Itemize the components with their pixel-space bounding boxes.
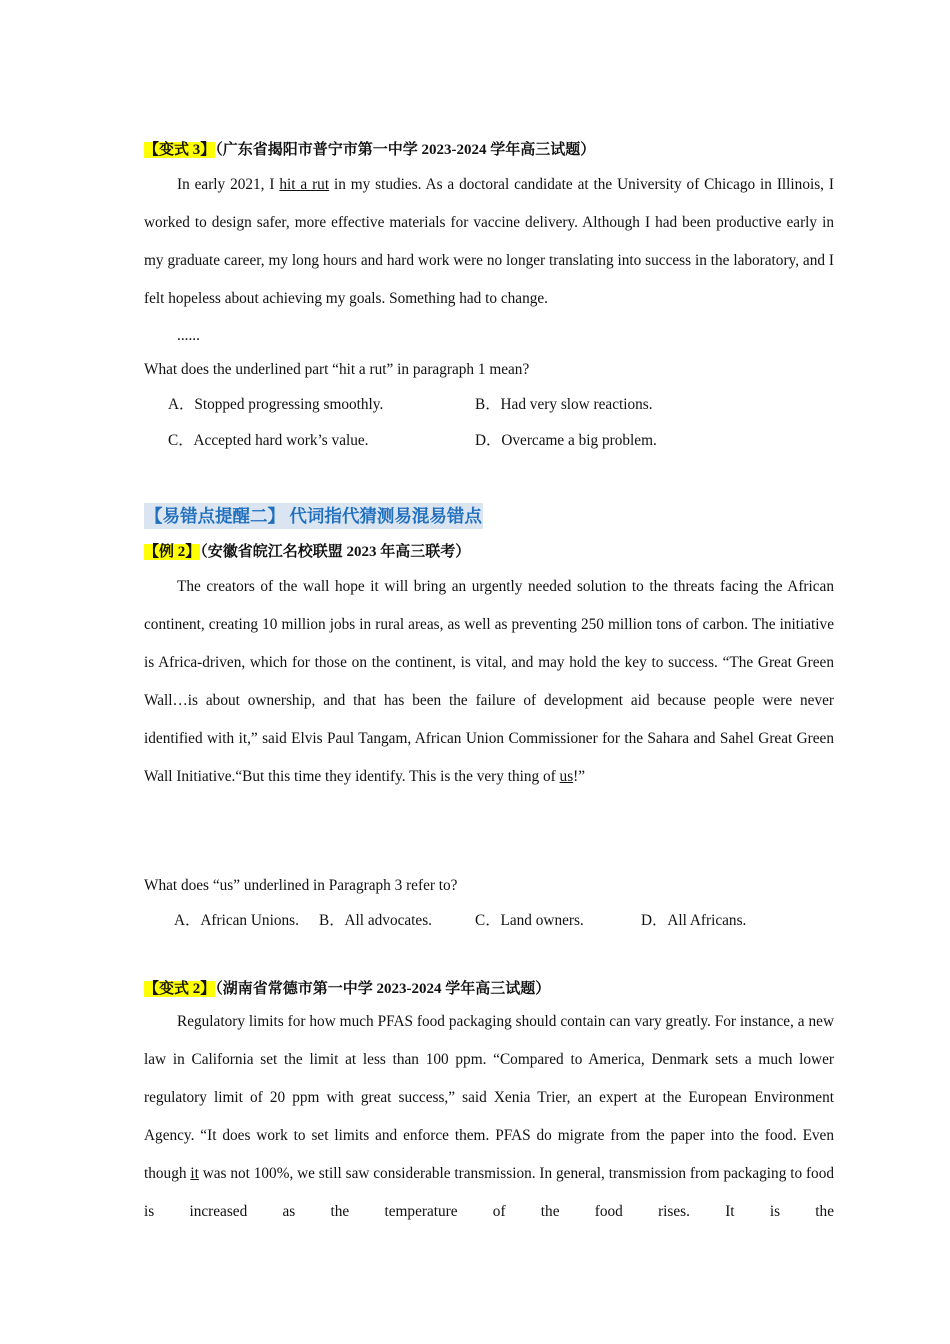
variant3-question: What does the underlined part “hit a rut” in paragraph 1 mean? — [144, 361, 530, 378]
variant3-ellipsis: ...... — [177, 327, 200, 344]
variant2-passage-post: was not 100%, we still saw considerable transmission. In general, transmission from packaging to food is increased as the temperature of the food rises. It is the — [144, 1165, 834, 1220]
variant3-passage-post: in my studies. As a doctoral candidate at the University of Chicago in Illinois, I worked to design safer, more effective materials for vaccine delivery. Although I had been productive early in my graduate career, my long hours and hard work were no longer translating into success in the laboratory, and I felt hopeless about achieving my goals. Something had to change. — [144, 176, 834, 307]
example2-passage-post: !” — [573, 768, 586, 785]
example2-underlined-word: us — [559, 768, 574, 785]
variant3-passage-pre: In early 2021, I — [177, 176, 280, 193]
variant3-option-b: B．Had very slow reactions. — [475, 396, 653, 413]
variant2-tag: 【变式 2】 — [144, 981, 216, 997]
example2-option-b: B．All advocates. — [319, 912, 433, 929]
example2-question: What does “us” underlined in Paragraph 3 refer to? — [144, 877, 458, 894]
example2-passage — [144, 568, 834, 796]
variant2-source: （湖南省常德市第一中学 2023-2024 学年高三试题） — [215, 981, 551, 997]
variant2-underlined-word: it — [190, 1165, 199, 1182]
variant3-option-c: C．Accepted hard work’s value. — [168, 432, 369, 449]
example2-heading — [144, 541, 834, 563]
variant2-passage — [144, 1003, 834, 1231]
example2-option-a: A．African Unions. — [174, 912, 299, 929]
variant3-passage — [144, 166, 834, 318]
variant3-underlined-phrase: hit a rut — [279, 176, 330, 193]
example2-option-d: D．All Africans. — [641, 912, 747, 929]
example2-source: （安徽省皖江名校联盟 2023 年高三联考） — [200, 544, 471, 560]
variant3-option-d: D．Overcame a big problem. — [475, 432, 657, 449]
example2-passage-pre: The creators of the wall hope it will bring an urgently needed solution to the threats facing the African continent, creating 10 million jobs in rural areas, as well as preventing 250 million tons of carbon. The initiative is Africa-driven, which for those on the continent, is vital, and may hold the key to success. “The Great Green Wall…is about ownership, and that has been the failure of development aid because people were never identified with it,” said Elvis Paul Tangam, African Union Commissioner for the Sahara and Sahel Great Green Wall Initiative.“But this time they identify. This is the very thing of — [144, 578, 834, 785]
section-title: 【易错点提醒二】 代词指代猜测易混易错点 — [144, 503, 483, 529]
variant2-heading — [144, 978, 834, 1000]
example2-option-c: C．Land owners. — [475, 912, 584, 929]
example2-tag: 【例 2】 — [144, 544, 201, 560]
variant2-passage-pre: Regulatory limits for how much PFAS food packaging should contain can vary greatly. For instance, a new law in California set the limit at less than 100 ppm. “Compared to America, Denmark sets a much lower regulatory limit of 20 ppm with great success,” said Xenia Trier, an expert at the European Environment Agency. “It does work to set limits and enforce them. PFAS do migrate from the paper into the food. Even though — [144, 1013, 834, 1182]
variant3-option-a: A．Stopped progressing smoothly. — [168, 396, 384, 413]
variant3-source: （广东省揭阳市普宁市第一中学 2023-2024 学年高三试题） — [215, 142, 596, 158]
section-title-wrap — [144, 503, 834, 529]
variant3-tag: 【变式 3】 — [144, 142, 216, 158]
variant3-heading — [144, 139, 834, 161]
